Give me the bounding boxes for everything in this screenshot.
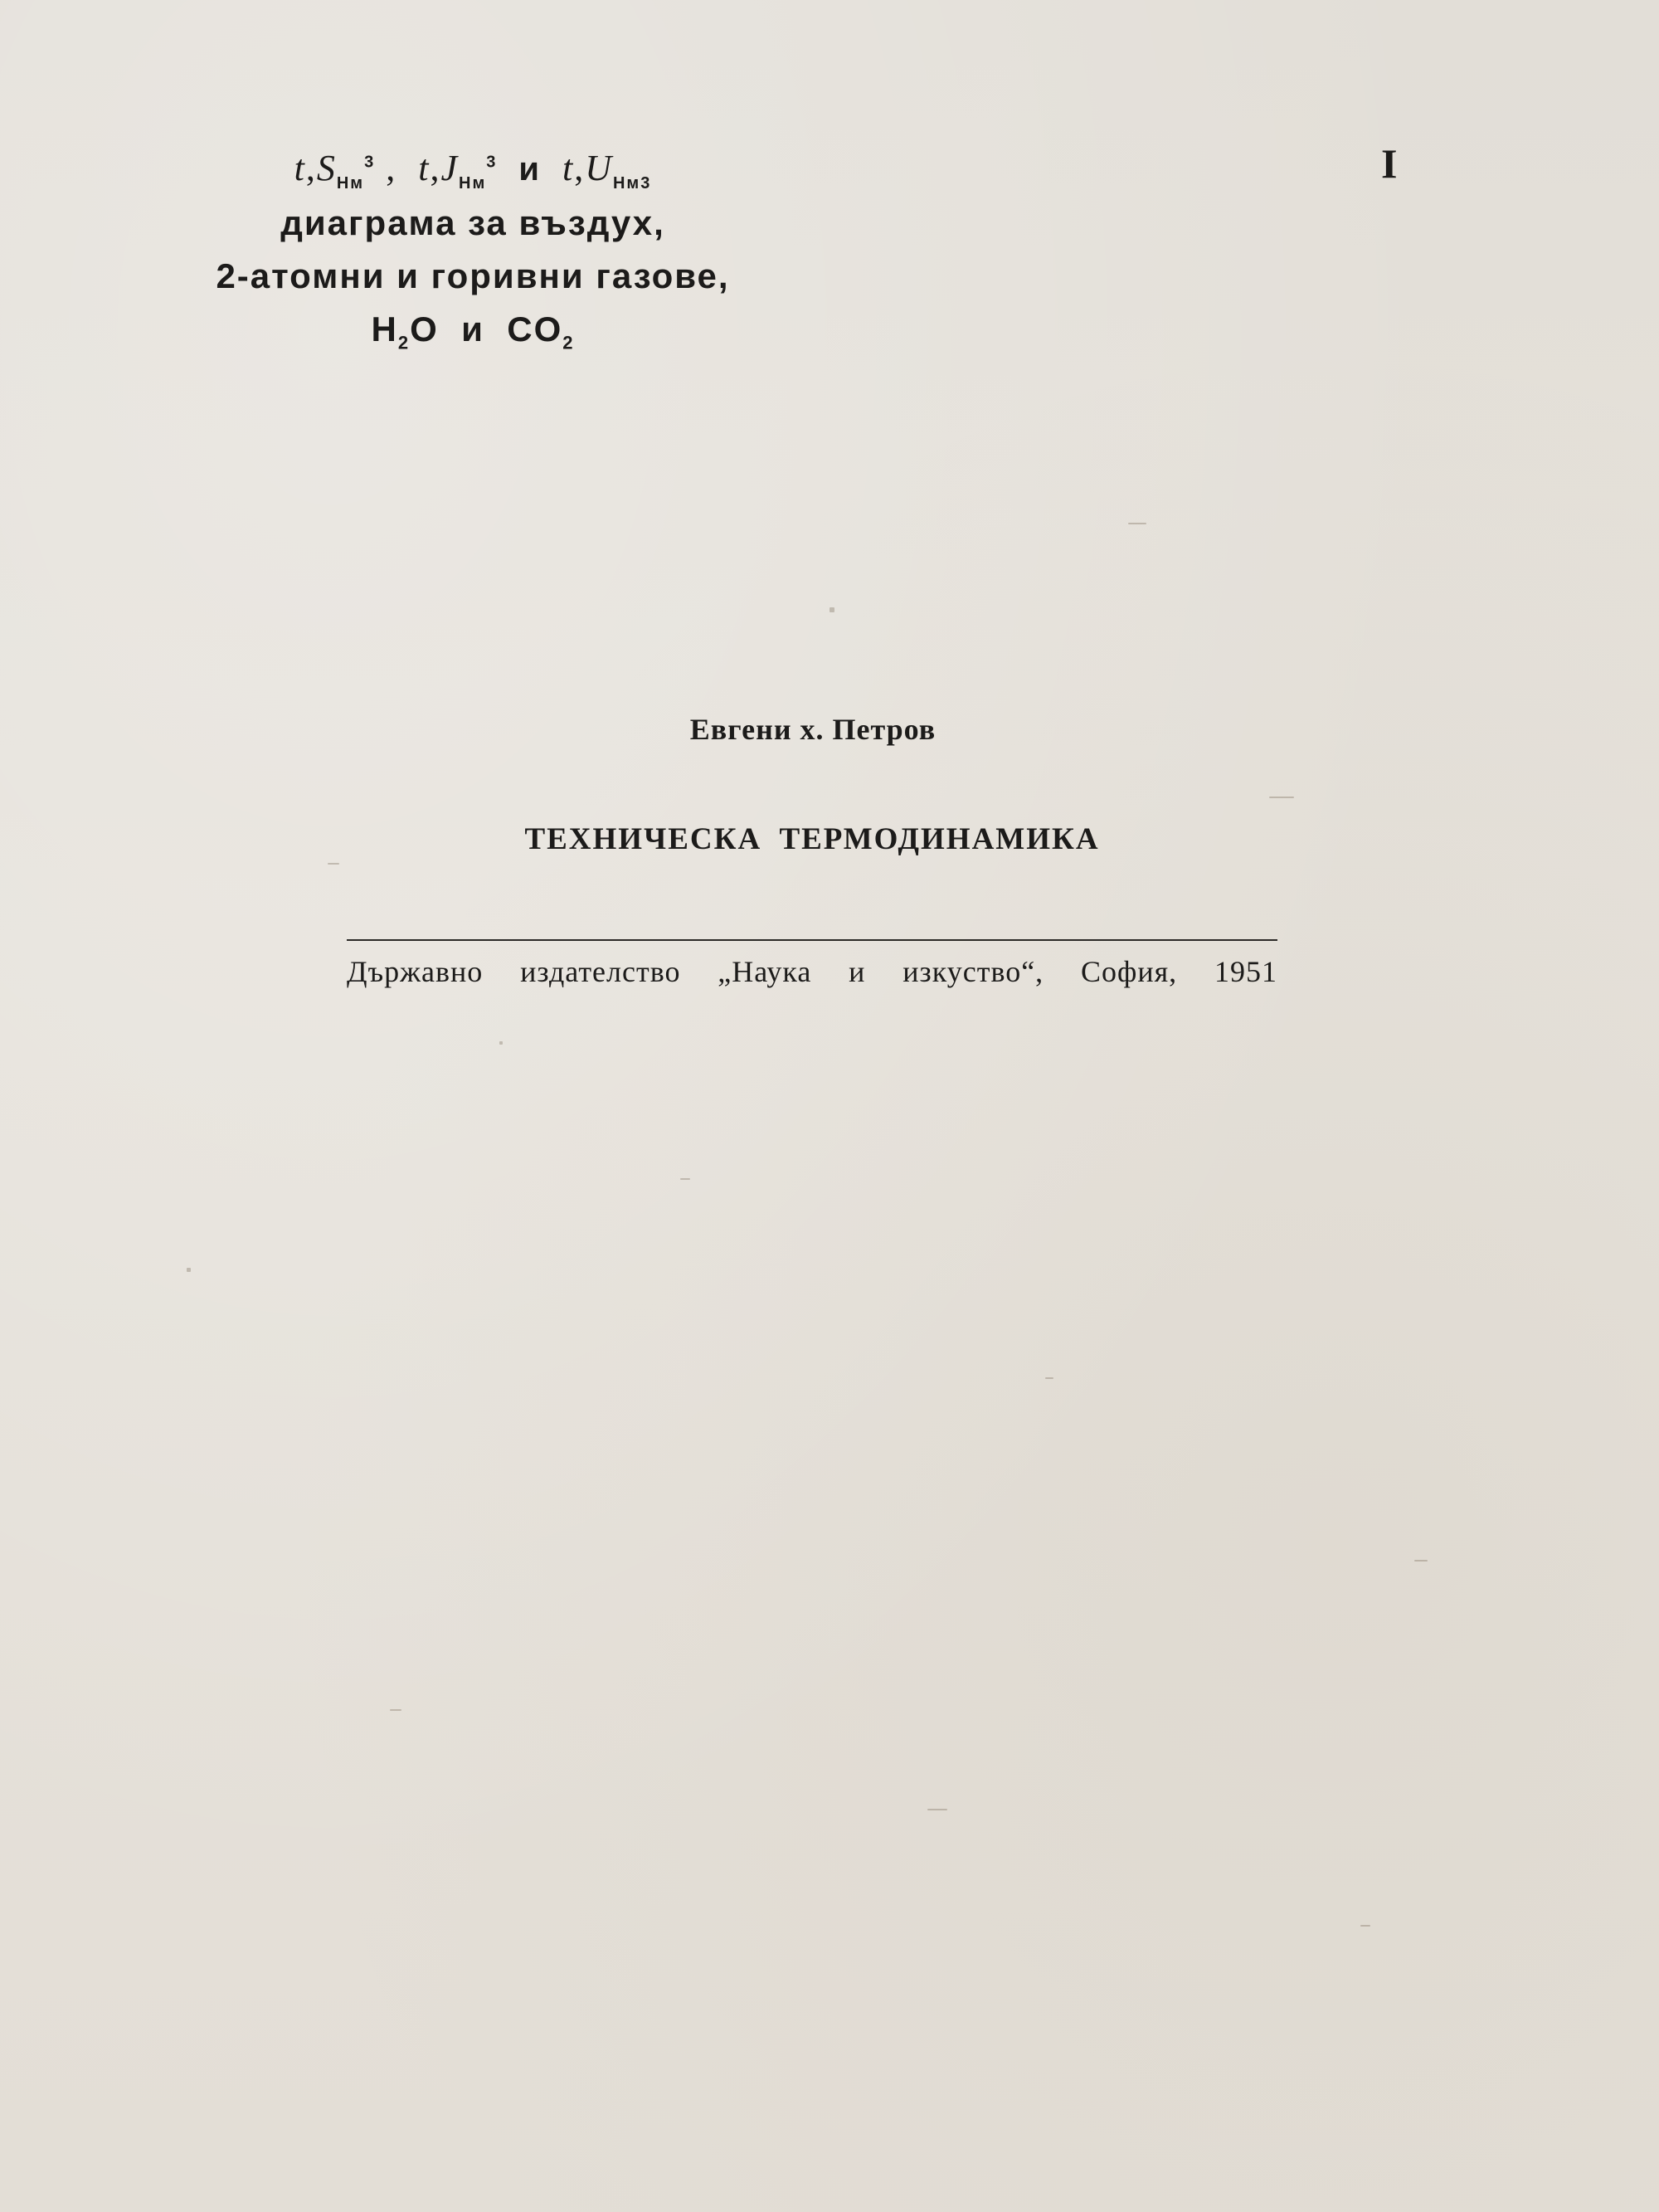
chem-o: O [410,309,439,348]
chem-conjunction: и [461,309,484,348]
chem-co-sub: 2 [562,331,575,353]
formula-u-sub: Нм [612,173,641,192]
formula-t-1: t [294,148,306,188]
formula-u-sub2: 3 [640,173,652,192]
book-title: ТЕХНИЧЕСКА ТЕРМОДИНАМИКА [524,822,1100,856]
volume-number: I [1381,140,1398,187]
chem-h-sub: 2 [397,331,411,353]
formula-j: J [440,148,459,188]
formula-s-sub: Нм [336,173,365,192]
formula-u: U [585,148,613,188]
formula-t-3: t [562,148,575,188]
chem-co: CO [507,309,563,348]
header-line-chem [166,303,780,357]
header-line-2: диаграма за въздух, [280,202,665,242]
formula-s: S [316,148,337,188]
divider-rule [347,939,1277,941]
diagram-formula: $t,S_{Нм}^3$ , $t,J_{Нм}^3$ и $t,U_{Нм3}$ [294,148,652,192]
author-name: Евгени х. Петров [689,713,937,746]
header-line-3: 2-атомни и горивни газове, [216,256,730,295]
chem-h: H [371,309,398,348]
formula-conjunction: и [518,151,541,188]
header-block [166,141,780,356]
formula-t-2: t [418,148,431,188]
formula-j-sup: 3 [486,153,498,172]
formula-j-sub: Нм [459,173,487,192]
publisher-line: Държавно издателство „Наука и изкуство“, София, 1951 [347,955,1277,988]
formula-s-sup: 3 [364,153,376,172]
